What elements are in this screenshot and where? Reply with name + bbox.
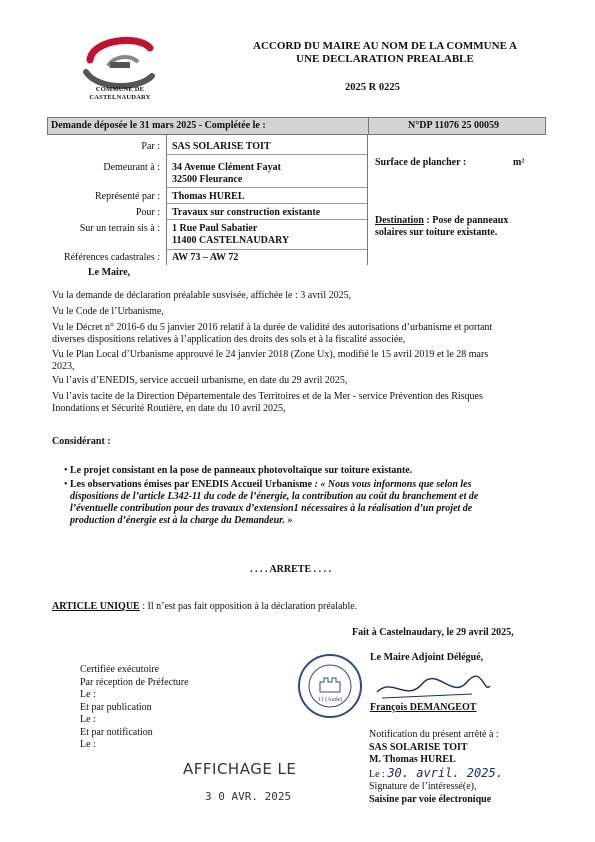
references-label: Références cadastrales : <box>63 252 160 263</box>
notif-line4 <box>369 767 503 782</box>
vu-plu-line2: 2023, <box>52 361 75 372</box>
considerant-bullet2-line2: dispositions de l’article L342-11 du code de l’énergie, la contribution au coût du branchement et de <box>70 491 479 502</box>
cert-line1: Certifiée exécutoire <box>80 664 160 675</box>
demeurant-label: Demeurant à : <box>103 162 160 173</box>
handwritten-signature <box>372 672 492 704</box>
pour-label: Pour : <box>135 207 160 218</box>
bullet-icon: • <box>64 479 68 490</box>
vu-code-urbanisme: Vu le Code de l’Urbanisme, <box>52 306 164 317</box>
notif-handwritten-date: 30. avril. 2025. <box>387 765 503 780</box>
destination-sep: : <box>423 215 433 226</box>
affichage-stamp-date: 3 0 AVR. 2025 <box>205 790 292 803</box>
notif-line6: Saisine par voie électronique <box>369 793 492 805</box>
represente-value: Thomas HUREL <box>172 191 245 202</box>
represente-label: Représenté par : <box>95 191 160 202</box>
info-row-divider <box>166 187 367 188</box>
info-row-divider <box>166 249 367 250</box>
demeurant-line2: 32500 Fleurance <box>172 174 243 185</box>
le-maire: Le Maire, <box>88 267 131 278</box>
stamp-subtext: 11 (Aude) <box>318 697 343 703</box>
info-row-divider <box>166 219 367 220</box>
considerant-bullet2-line3: l’éventuelle contribution pour des travaux d’extension1 nécessaires à la réalisation d’un projet de <box>70 503 473 514</box>
document-title-line2: UNE DECLARATION PREALABLE <box>296 53 474 65</box>
notif-line3: M. Thomas HUREL <box>369 754 456 765</box>
considerant-bullet2-line1 <box>70 479 550 491</box>
cert-line3: Le : <box>80 689 96 700</box>
considerant-bullet1: Le projet consistant en la pose de panneaux photovoltaïque sur toiture existante. <box>70 465 413 476</box>
considerant-heading: Considérant : <box>52 436 111 447</box>
info-grid-divider <box>367 135 368 265</box>
document-reference: 2025 R 0225 <box>345 82 400 93</box>
cert-line4: Et par publication <box>80 701 152 713</box>
cert-line6: Et par notification <box>80 726 153 738</box>
terrain-label: Sur un terrain sis à : <box>79 223 160 234</box>
notif-le-label: Le : <box>369 768 385 780</box>
document-title-line1: ACCORD DU MAIRE AU NOM DE LA COMMUNE A <box>253 40 517 52</box>
vu-decret-line2: diverses dispositions relatives à l’application des droits des sols et à la fiscalité associée, <box>52 334 406 345</box>
vu-ddtm-line1: Vu l’avis tacite de la Direction Départementale des Territoires et de la Mer - service Prévention des Risques <box>52 391 483 402</box>
town-stamp-icon <box>296 652 364 720</box>
surface-label: Surface de plancher : <box>375 157 467 168</box>
article-label: ARTICLE UNIQUE <box>52 601 140 612</box>
certification-block <box>80 664 189 752</box>
destination-text1: Pose de panneaux <box>432 215 509 226</box>
notif-line2: SAS SOLARISE TOIT <box>369 741 468 753</box>
depot-date: Demande déposée le 31 mars 2025 - Complétée le : <box>51 120 266 131</box>
considerant-bullet2-line4: production d’énergie est à la charge du Demandeur. » <box>70 515 293 526</box>
cert-line2: Par réception de Préfecture <box>80 676 189 688</box>
destination-text2: solaires sur toiture existante. <box>375 227 498 238</box>
notification-block <box>369 729 503 806</box>
cert-line5: Le : <box>80 714 96 725</box>
surface-unit: m² <box>513 157 525 168</box>
pour-value: Travaux sur construction existante <box>172 207 321 218</box>
info-row-divider <box>166 154 367 155</box>
arrete-heading: . . . . ARRETE . . . . <box>250 564 332 575</box>
terrain-line1: 1 Rue Paul Sabatier <box>172 223 258 234</box>
vu-enedis: Vu l’avis d’ENEDIS, service accueil urbanisme, en date du 29 avril 2025, <box>52 375 348 386</box>
vu-ddtm-line2: Inondations et Sécurité Routière, en date du 10 avril 2025, <box>52 403 286 414</box>
fait-a: Fait à Castelnaudary, le 29 avril 2025, <box>352 627 514 638</box>
bullet2-text: : « Nous vous informons que selon les <box>312 479 472 490</box>
destination-label: Destination <box>375 215 424 226</box>
maire-adjoint: Le Maire Adjoint Délégué, <box>370 652 484 663</box>
signatory-name: François DEMANGEOT <box>370 702 477 713</box>
commune-label-line2: CASTELNAUDARY <box>89 94 151 101</box>
info-row-divider <box>166 203 367 204</box>
references-value: AW 73 – AW 72 <box>172 252 239 263</box>
terrain-line2: 11400 CASTELNAUDARY <box>172 235 290 246</box>
dp-number: N°DP 11076 25 00059 <box>408 120 499 131</box>
vu-plu-line1: Vu le Plan Local d’Urbanisme approuvé le 24 janvier 2018 (Zone Ux), modifié le 15 avril 2019 et le 28 mars <box>52 349 489 360</box>
par-value: SAS SOLARISE TOIT <box>172 141 271 152</box>
affichage-stamp-title: AFFICHAGE LE <box>183 760 297 778</box>
notif-line1: Notification du présent arrêté à : <box>369 729 499 740</box>
demeurant-line1: 34 Avenue Clément Fayat <box>172 162 281 173</box>
bullet-icon: • <box>64 465 68 476</box>
article-text: : Il n’est pas fait opposition à la déclaration préalable. <box>139 601 358 612</box>
vu-demande: Vu la demande de déclaration préalable susvisée, affichée le : 3 avril 2025, <box>52 290 352 301</box>
vu-decret-line1: Vu le Décret n° 2016-6 du 5 janvier 2016 relatif à la durée de validité des autorisations d’urbanisme et portant <box>52 322 493 333</box>
article-unique <box>52 601 357 612</box>
par-label: Par : <box>141 141 160 152</box>
cert-line7: Le : <box>80 739 96 750</box>
destination-block <box>375 215 508 239</box>
notif-line5: Signature de l’intéressé(e), <box>369 781 477 792</box>
commune-label-line1: COMMUNE DE <box>95 86 145 93</box>
bullet2-bold: Les observations émises par ENEDIS Accueil Urbanisme <box>70 479 313 490</box>
